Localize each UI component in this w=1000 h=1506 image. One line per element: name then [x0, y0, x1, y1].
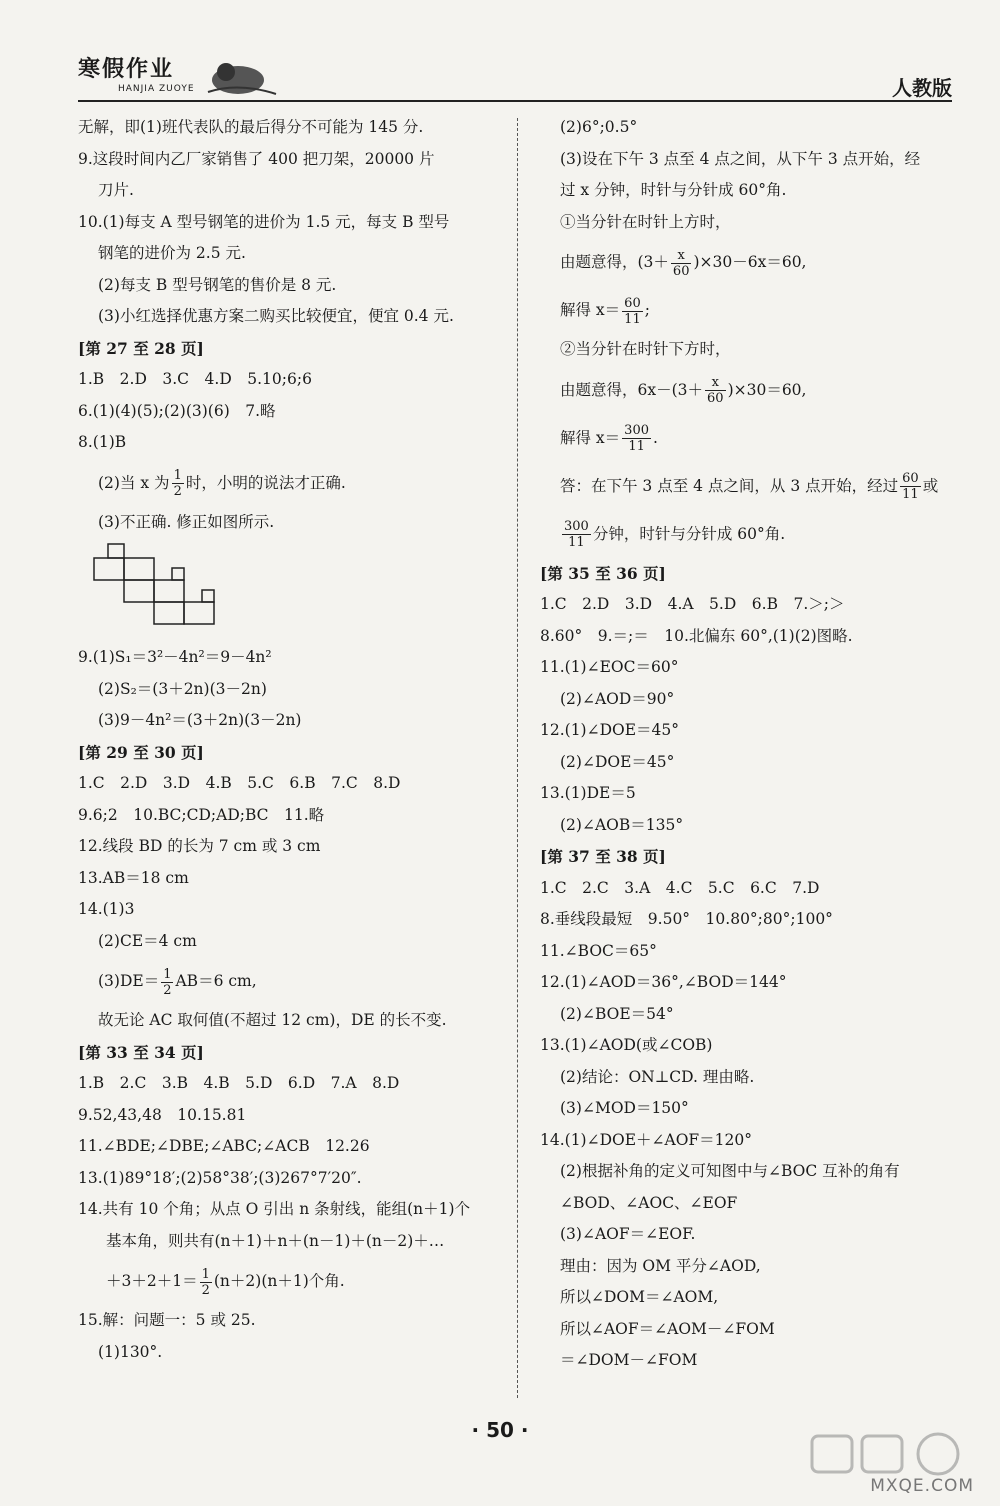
numerator: 1 [201, 1266, 210, 1282]
text-line: (2)S₂＝(3＋2n)(3－2n) [98, 679, 267, 698]
text-line: 9.52,43,48 10.15.81 [78, 1105, 247, 1124]
text-line: ＝∠DOM－∠FOM [560, 1351, 698, 1369]
text-run: )×30－6x＝60, [693, 253, 807, 271]
brand-logo [78, 52, 278, 100]
brand-subtitle: HANJIA ZUOYE [118, 84, 195, 94]
text-line [540, 286, 970, 334]
text-line: 13.(1)DE＝5 [540, 784, 636, 802]
text-run: 解得 x＝ [560, 301, 621, 319]
numerator: 300 [624, 423, 649, 438]
brand-title: 寒假作业 [78, 56, 175, 82]
text-line: 1.C 2.C 3.A 4.C 5.C 6.C 7.D [540, 878, 820, 897]
text-line: (2)∠AOB＝135° [560, 815, 684, 834]
text-line: 9.(1)S₁＝3²－4n²＝9－4n² [78, 648, 272, 666]
fraction [705, 375, 726, 406]
edition-label: 人教版 [892, 76, 952, 100]
text-line: (3)不正确. 修正如图所示. [98, 512, 275, 531]
text-line: 14.共有 10 个角；从点 O 引出 n 条射线，能组(n＋1)个 [78, 1200, 471, 1218]
numerator: 60 [902, 471, 919, 486]
text-line [540, 510, 970, 558]
denominator: 11 [568, 535, 585, 550]
text-line: 8.60° 9.＝;＝ 10.北偏东 60°,(1)(2)图略. [540, 626, 853, 645]
text-run: )×30＝60, [727, 380, 807, 399]
left-column [78, 112, 508, 1368]
text-line: 14.(1)3 [78, 900, 135, 918]
text-line: 基本角，则共有(n＋1)＋n＋(n－1)＋(n－2)＋… [106, 1231, 445, 1250]
text-run: 解得 x＝ [560, 428, 621, 447]
text-line: (3)小红选择优惠方案二购买比较便宜，便宜 0.4 元. [98, 307, 454, 325]
text-run: ; [644, 301, 650, 319]
page-number: · 50 · [471, 1418, 529, 1442]
denominator: 2 [201, 1282, 210, 1298]
text-line: (3)9－4n²＝(3＋2n)(3－2n) [98, 711, 302, 729]
denominator: 2 [163, 982, 172, 998]
text-line: 12.线段 BD 的长为 7 cm 或 3 cm [78, 837, 321, 855]
text-line: 过 x 分钟，时针与分针成 60°角. [560, 181, 787, 199]
text-line: 8.垂线段最短 9.50° 10.80°;80°;100° [540, 910, 833, 928]
section-heading: [第 29 至 30 页] [78, 742, 204, 762]
text-line: 13.AB＝18 cm [78, 868, 189, 887]
text-line: ①当分针在时针上方时， [560, 212, 731, 231]
text-line [78, 1257, 508, 1305]
text-run: 答：在下午 3 点至 4 点之间，从 3 点开始，经过 [560, 476, 899, 495]
text-line: 13.(1)89°18′;(2)58°38′;(3)267°7′20″. [78, 1168, 362, 1187]
text-line: ∠BOD、∠AOC、∠EOF [560, 1193, 738, 1212]
fraction [900, 471, 921, 502]
text-run: (n＋2)(n＋1)个角. [213, 1272, 345, 1290]
text-line [540, 462, 970, 510]
text-line: 9.6;2 10.BC;CD;AD;BC 11.略 [78, 805, 325, 824]
fraction [200, 1267, 212, 1298]
header-rule [78, 100, 952, 102]
text-line: (1)130°. [98, 1342, 163, 1361]
text-line: ②当分针在时针下方时， [560, 340, 731, 358]
text-run: (3)DE＝ [98, 972, 160, 990]
text-line: 所以∠DOM＝∠AOM, [560, 1288, 719, 1306]
fraction [671, 248, 692, 279]
text-line: 故无论 AC 取何值(不超过 12 cm)，DE 的长不变. [98, 1011, 447, 1029]
text-line: 11.(1)∠EOC＝60° [540, 658, 679, 676]
denominator: 11 [902, 487, 919, 502]
text-line: 1.B 2.C 3.B 4.B 5.D 6.D 7.A 8.D [78, 1074, 400, 1092]
fraction [622, 296, 643, 327]
text-line: 11.∠BOC＝65° [540, 941, 657, 960]
text-line [78, 459, 508, 507]
text-line: 8.(1)B [78, 433, 127, 451]
denominator: 11 [624, 311, 641, 327]
text-line: 13.(1)∠AOD(或∠COB) [540, 1036, 713, 1054]
fraction [161, 967, 173, 998]
section-heading: [第 35 至 36 页] [540, 563, 666, 583]
text-line: 钢笔的进价为 2.5 元. [98, 244, 246, 262]
text-line: 12.(1)∠AOD＝36°,∠BOD＝144° [540, 973, 787, 991]
text-run: (2)当 x 为 [98, 473, 170, 492]
text-line: 所以∠AOF＝∠AOM－∠FOM [560, 1319, 775, 1338]
column-divider [517, 118, 518, 1398]
text-line: 1.C 2.D 3.D 4.A 5.D 6.B 7.＞;＞ [540, 595, 845, 613]
denominator: 60 [672, 263, 690, 279]
text-line: 10.(1)每支 A 型号钢笔的进价为 1.5 元，每支 B 型号 [78, 212, 450, 231]
text-line: 1.B 2.D 3.C 4.D 5.10;6;6 [78, 370, 312, 388]
text-line: 6.(1)(4)(5);(2)(3)(6) 7.略 [78, 401, 276, 420]
text-line: (2)∠DOE＝45° [560, 752, 675, 771]
numerator: 1 [163, 966, 172, 982]
section-heading: [第 37 至 38 页] [540, 847, 666, 866]
denominator: 60 [707, 391, 724, 406]
text-line: (2)∠BOE＝54° [560, 1004, 674, 1023]
text-line: (3)设在下午 3 点至 4 点之间，从下午 3 点开始，经 [560, 149, 921, 168]
numerator: x [671, 248, 692, 264]
text-line: (2)结论：ON⊥CD. 理由略. [560, 1067, 755, 1086]
text-line: (2)6°;0.5° [560, 118, 638, 136]
text-line: 9.这段时间内乙厂家销售了 400 把刀架，20000 片 [78, 149, 435, 168]
text-run: 时，小明的说法才正确. [185, 473, 346, 492]
text-run: . [653, 428, 658, 447]
text-line: 1.C 2.D 3.D 4.B 5.C 6.B 7.C 8.D [78, 774, 401, 792]
text-line: (3)∠AOF＝∠EOF. [560, 1225, 696, 1243]
text-run: 分钟，时针与分针成 60°角. [592, 524, 786, 543]
text-line: 理由：因为 OM 平分∠AOD, [560, 1256, 761, 1275]
bird-icon [198, 52, 278, 98]
text-line: 刀片. [98, 181, 134, 199]
text-line: 11.∠BDE;∠DBE;∠ABC;∠ACB 12.26 [78, 1137, 370, 1155]
numerator: x [705, 375, 726, 391]
text-run: AB＝6 cm, [175, 972, 257, 990]
text-line: (2)CE＝4 cm [98, 931, 197, 950]
section-heading: [第 27 至 28 页] [78, 338, 204, 358]
text-line: (3)∠MOD＝150° [560, 1099, 689, 1117]
text-line: 14.(1)∠DOE＋∠AOF＝120° [540, 1130, 753, 1149]
text-line: 12.(1)∠DOE＝45° [540, 721, 680, 739]
text-run: 或 [922, 476, 939, 495]
text-run: 由题意得，6x－(3＋ [560, 380, 704, 399]
fraction [562, 519, 591, 550]
numerator: 1 [173, 468, 182, 483]
watermark-text: MXQE.COM [870, 1476, 974, 1496]
denominator: 2 [173, 484, 182, 499]
text-line: 无解，即(1)班代表队的最后得分不可能为 145 分. [78, 118, 424, 136]
section-heading: [第 33 至 34 页] [78, 1042, 204, 1062]
text-line [540, 366, 970, 414]
fraction [622, 423, 651, 454]
text-line: (2)∠AOD＝90° [560, 689, 675, 708]
right-column [540, 112, 970, 1377]
staircase-figure [92, 542, 232, 632]
text-line [540, 238, 970, 286]
numerator: 60 [624, 295, 641, 311]
text-run: ＋3＋2＋1＝ [106, 1272, 198, 1290]
text-line [78, 957, 508, 1005]
denominator: 11 [628, 439, 645, 454]
text-line: 15.解：问题一：5 或 25. [78, 1311, 256, 1329]
text-line [540, 414, 970, 462]
text-line: (2)每支 B 型号钢笔的售价是 8 元. [98, 275, 337, 294]
text-run: 由题意得，(3＋ [560, 253, 669, 271]
fraction [172, 468, 184, 499]
numerator: 300 [564, 519, 589, 534]
text-line: (2)根据补角的定义可知图中与∠BOC 互补的角有 [560, 1162, 900, 1180]
